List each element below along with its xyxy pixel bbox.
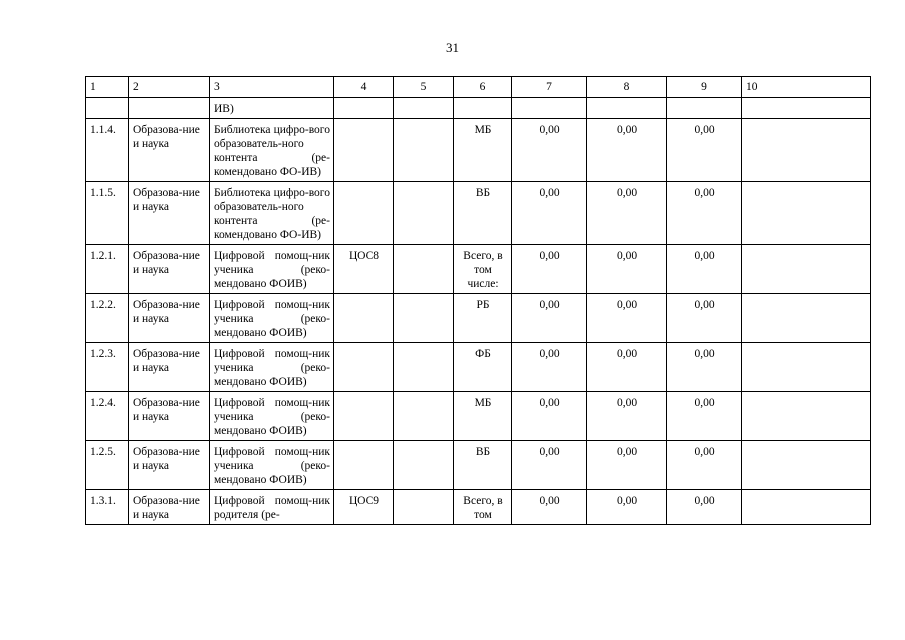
col-header-2: 2: [129, 77, 210, 98]
value-col7-cell: 0,00: [512, 392, 587, 441]
code-cell: [334, 441, 394, 490]
value-col7-cell: 0,00: [512, 119, 587, 182]
col-header-3: 3: [210, 77, 334, 98]
item-name-cell: Цифровой помощ-ник ученика (реко-мендовано ФОИВ): [210, 343, 334, 392]
value-col7-cell: 0,00: [512, 343, 587, 392]
value-col8-cell: 0,00: [587, 490, 667, 525]
col5-cell: [394, 294, 454, 343]
col-header-5: 5: [394, 77, 454, 98]
value-col9-cell: 0,00: [667, 119, 742, 182]
table-row: [86, 441, 871, 490]
value-col9-cell: 0,00: [667, 182, 742, 245]
row-number: 1.1.4.: [86, 119, 129, 182]
funding-source-cell: ВБ: [454, 441, 512, 490]
col-header-7: 7: [512, 77, 587, 98]
funding-source-cell: МБ: [454, 392, 512, 441]
col5-cell: [394, 245, 454, 294]
col10-cell: [742, 119, 871, 182]
row-number: 1.2.2.: [86, 294, 129, 343]
row-number: 1.2.5.: [86, 441, 129, 490]
col5-cell: [394, 119, 454, 182]
col5-cell: [394, 441, 454, 490]
col10-cell: [742, 343, 871, 392]
funding-source-cell: МБ: [454, 119, 512, 182]
funding-source-cell: Всего, в том числе:: [454, 245, 512, 294]
row-number: 1.2.4.: [86, 392, 129, 441]
sector-cell: Образова-ние и наука: [129, 294, 210, 343]
col-header-6: 6: [454, 77, 512, 98]
code-cell: ЦОС8: [334, 245, 394, 294]
item-name-cell: Цифровой помощ-ник ученика (реко-мендовано ФОИВ): [210, 392, 334, 441]
value-col9-cell: 0,00: [667, 245, 742, 294]
value-col8-cell: 0,00: [587, 245, 667, 294]
col10-cell: [742, 392, 871, 441]
sector-cell: Образова-ние и наука: [129, 490, 210, 525]
col10-cell: [742, 441, 871, 490]
value-col8-cell: 0,00: [587, 182, 667, 245]
item-name-cell: Цифровой помощ-ник ученика (реко-мендовано ФОИВ): [210, 294, 334, 343]
sector-cell: Образова-ние и наука: [129, 392, 210, 441]
sector-cell: Образова-ние и наука: [129, 441, 210, 490]
col10-cell: [742, 182, 871, 245]
code-cell: [334, 182, 394, 245]
table-row: [86, 119, 871, 182]
row-number: 1.3.1.: [86, 490, 129, 525]
item-name-cell: Цифровой помощ-ник ученика (реко-мендовано ФОИВ): [210, 245, 334, 294]
item-name-cell: Библиотека цифро-вого образователь-ного контента (ре-комендовано ФО-ИВ): [210, 182, 334, 245]
code-cell: ЦОС9: [334, 490, 394, 525]
table-row: [86, 294, 871, 343]
item-name-cell: Библиотека цифро-вого образователь-ного контента (ре-комендовано ФО-ИВ): [210, 119, 334, 182]
value-col9-cell: 0,00: [667, 441, 742, 490]
code-cell: [334, 343, 394, 392]
value-col9-cell: 0,00: [667, 343, 742, 392]
sector-cell: Образова-ние и наука: [129, 245, 210, 294]
continuation-text: ИВ): [210, 98, 334, 119]
col10-cell: [742, 490, 871, 525]
value-col7-cell: 0,00: [512, 490, 587, 525]
col5-cell: [394, 343, 454, 392]
code-cell: [334, 294, 394, 343]
value-col7-cell: 0,00: [512, 294, 587, 343]
item-name-cell: Цифровой помощ-ник ученика (реко-мендовано ФОИВ): [210, 441, 334, 490]
col-header-8: 8: [587, 77, 667, 98]
col10-cell: [742, 245, 871, 294]
row-number: 1.1.5.: [86, 182, 129, 245]
value-col7-cell: 0,00: [512, 245, 587, 294]
page-number: 31: [446, 40, 459, 55]
value-col8-cell: 0,00: [587, 392, 667, 441]
sector-cell: Образова-ние и наука: [129, 119, 210, 182]
funding-source-cell: ВБ: [454, 182, 512, 245]
col5-cell: [394, 182, 454, 245]
code-cell: [334, 392, 394, 441]
funding-source-cell: РБ: [454, 294, 512, 343]
item-name-cell: Цифровой помощ-ник родителя (ре-: [210, 490, 334, 525]
sector-cell: Образова-ние и наука: [129, 182, 210, 245]
col-header-4: 4: [334, 77, 394, 98]
value-col9-cell: 0,00: [667, 392, 742, 441]
row-number: 1.2.1.: [86, 245, 129, 294]
header-row: [86, 77, 871, 98]
table-row: [86, 343, 871, 392]
col5-cell: [394, 392, 454, 441]
col5-cell: [394, 490, 454, 525]
row-number: 1.2.3.: [86, 343, 129, 392]
table-row: [86, 182, 871, 245]
sector-cell: Образова-ние и наука: [129, 343, 210, 392]
value-col7-cell: 0,00: [512, 441, 587, 490]
code-cell: [334, 119, 394, 182]
value-col8-cell: 0,00: [587, 294, 667, 343]
col-header-1: 1: [86, 77, 129, 98]
table-row: [86, 490, 871, 525]
funding-source-cell: ФБ: [454, 343, 512, 392]
value-col7-cell: 0,00: [512, 182, 587, 245]
budget-table: [85, 76, 871, 525]
table-row: [86, 245, 871, 294]
value-col8-cell: 0,00: [587, 119, 667, 182]
value-col9-cell: 0,00: [667, 294, 742, 343]
col10-cell: [742, 294, 871, 343]
value-col8-cell: 0,00: [587, 441, 667, 490]
value-col9-cell: 0,00: [667, 490, 742, 525]
col-header-9: 9: [667, 77, 742, 98]
col-header-10: 10: [742, 77, 871, 98]
funding-source-cell: Всего, в том: [454, 490, 512, 525]
value-col8-cell: 0,00: [587, 343, 667, 392]
table-row: [86, 392, 871, 441]
continuation-row: [86, 98, 871, 119]
